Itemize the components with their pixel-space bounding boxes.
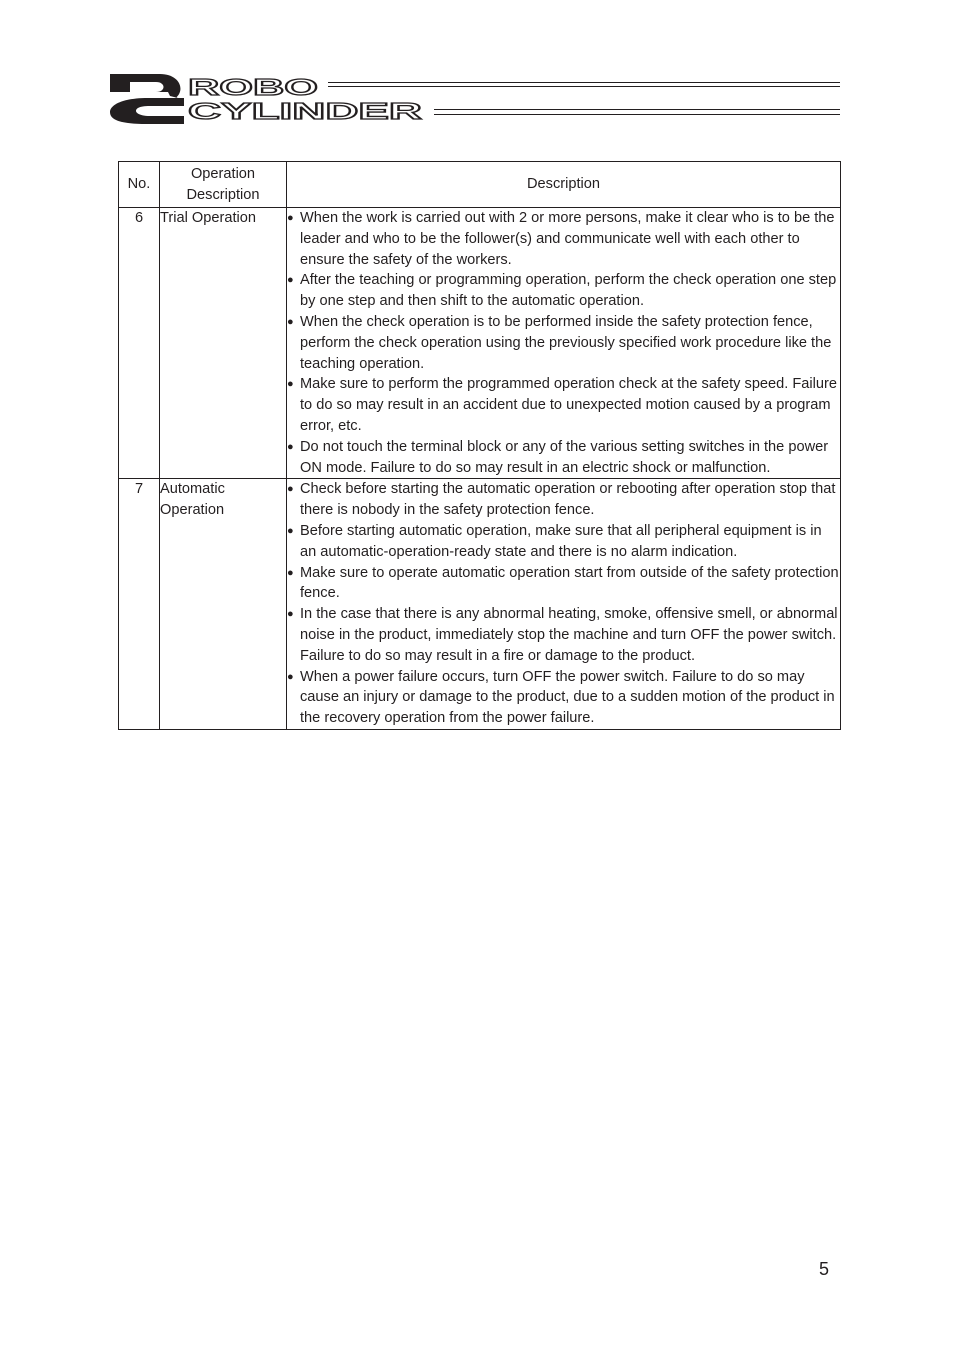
header-operation-line2: Description — [186, 186, 260, 203]
bullet-item: ● After the teaching or programming operation, perform the check operation one step by one step and then shift to the automatic operation. — [287, 270, 840, 312]
table-header-row — [119, 162, 841, 208]
bullet-item: ● Do not touch the terminal block or any of the various setting switches in the power ON mode. Failure to do so may result in an electric shock or malfunction. — [287, 437, 840, 479]
row-description — [287, 479, 841, 730]
svg-text:ROBO: ROBO — [188, 74, 318, 100]
row-operation: Trial Operation — [160, 208, 287, 479]
row-description — [287, 208, 841, 479]
row-operation-line1: Automatic — [160, 481, 225, 498]
bullet-item: ● Make sure to perform the programmed operation check at the safety speed. Failure to do so may result in an accident due to unexpected motion caused by a program error, etc. — [287, 374, 840, 436]
robo-cylinder-logo — [108, 72, 428, 126]
header-rule — [328, 82, 840, 83]
header-rule — [328, 86, 840, 87]
bullet-item: ● Check before starting the automatic operation or rebooting after operation stop that there is nobody in the safety protection fence. — [287, 479, 840, 521]
header-operation-line1: Operation — [190, 165, 256, 182]
svg-text:CYLINDER: CYLINDER — [188, 98, 423, 124]
header-rule — [434, 109, 840, 110]
header-operation-description — [160, 162, 287, 208]
bullet-item: ● In the case that there is any abnormal heating, smoke, offensive smell, or abnormal noise in the product, immediately stop the machine and turn OFF the power switch. Failure to do so may result in a fire or damage to the product. — [287, 604, 840, 666]
bullet-list — [287, 208, 840, 478]
row-number: 6 — [119, 208, 160, 479]
bullet-item: ● When the work is carried out with 2 or more persons, make it clear who is to be the leader and who to be the follower(s) and communicate well with each other to ensure the safety of the workers. — [287, 208, 840, 270]
row-operation — [160, 479, 287, 730]
header-description: Description — [287, 162, 841, 208]
bullet-list — [287, 479, 840, 729]
table-row — [119, 479, 841, 730]
page-number: 5 — [819, 1259, 830, 1279]
bullet-item: ● Before starting automatic operation, make sure that all peripheral equipment is in an automatic-operation-ready state and there is no alarm indication. — [287, 521, 840, 563]
table-row — [119, 208, 841, 479]
row-operation-line2: Operation — [160, 502, 225, 519]
rc-monogram-icon — [110, 74, 184, 124]
bullet-item: ● Make sure to operate automatic operation start from outside of the safety protection fence. — [287, 563, 840, 605]
header-rule — [434, 114, 840, 115]
bullet-item: ● When a power failure occurs, turn OFF the power switch. Failure to do so may cause an injury or damage to the product, due to a sudden motion of the product in the recovery operation from the power failure. — [287, 667, 840, 729]
bullet-item: ● When the check operation is to be performed inside the safety protection fence, perform the check operation using the previously specified work procedure like the teaching operation. — [287, 312, 840, 374]
operation-table — [118, 161, 841, 730]
header-no: No. — [119, 162, 160, 208]
row-number: 7 — [119, 479, 160, 730]
